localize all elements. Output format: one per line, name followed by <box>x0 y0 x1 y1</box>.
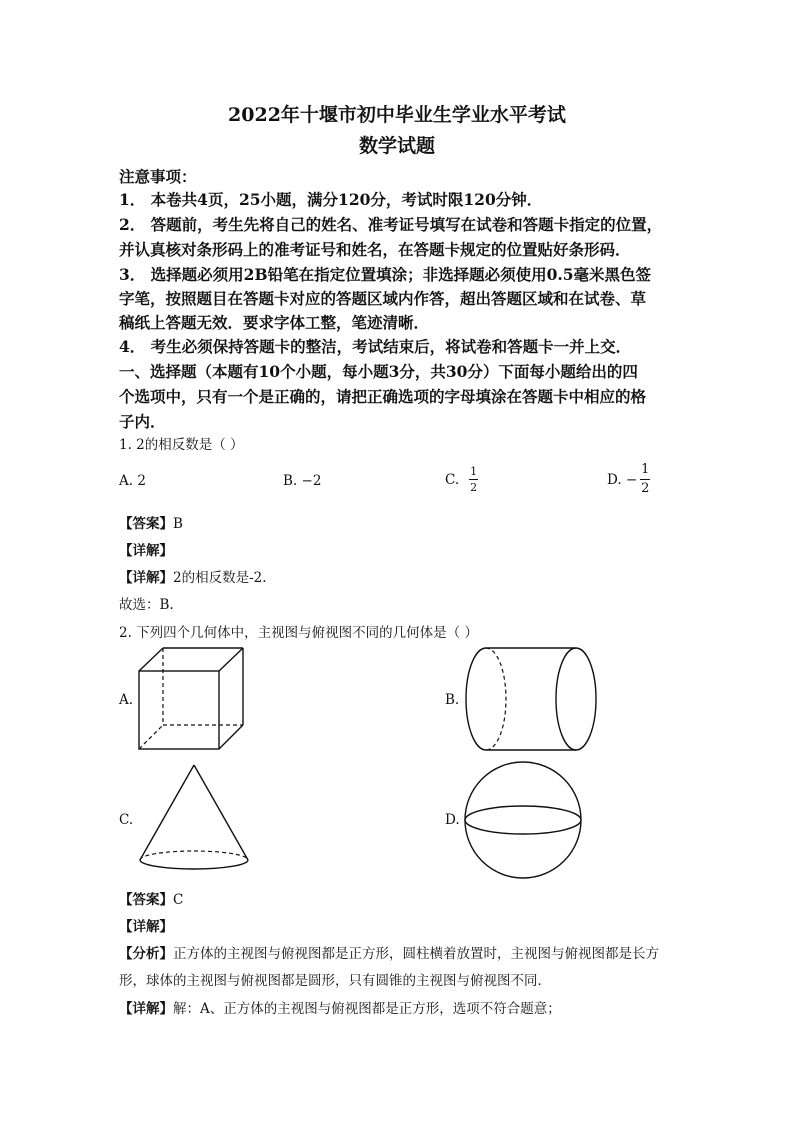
q1-option-c <box>445 465 478 494</box>
notice-item-1: 1． 本卷共4页，25小题，满分120分，考试时限120分钟． <box>119 190 543 209</box>
q2-option-a-label: A. <box>119 692 134 708</box>
q2-detail <box>119 997 561 1017</box>
notice-item-3-cont: 字笔，按照题目在答题卡对应的答题区域内作答，超出答题区域和在试卷、草 <box>119 289 647 308</box>
notice-item-2: 2． 答题前，考生先将自己的姓名、准考证号填写在试卷和答题卡指定的位置， <box>119 215 663 234</box>
sphere-figure <box>460 760 586 880</box>
q2-stem: 2. 下列四个几何体中，主视图与俯视图不同的几何体是（ ） <box>119 625 478 641</box>
cylinder-figure <box>462 645 600 753</box>
q1-option-d-denominator: 2 <box>641 481 650 496</box>
q1-detail-heading: 【详解】 <box>119 543 173 559</box>
q2-answer <box>119 888 183 908</box>
q2-option-c-label: C. <box>119 812 134 828</box>
notice-item-3-cont2: 稿纸上答题无效．要求字体工整，笔迹清晰． <box>119 313 430 332</box>
q1-option-c-numerator: 1 <box>470 465 478 478</box>
q1-stem: 1. 2的相反数是（ ） <box>119 437 244 453</box>
q1-conclusion: 故选：B. <box>119 597 174 613</box>
q1-detail <box>119 566 267 586</box>
q1-detail-text: 2的相反数是-2. <box>173 570 267 586</box>
q2-analysis-line-2: 形，球体的主视图与俯视图都是圆形，只有圆锥的主视图与俯视图不同． <box>119 973 551 989</box>
q1-option-d-fraction <box>640 462 650 497</box>
q1-option-d <box>607 462 650 497</box>
q1-option-a: A. 2 <box>119 473 146 489</box>
q1-option-c-label: C. <box>445 471 460 488</box>
q1-option-d-numerator: 1 <box>641 462 650 477</box>
q1-answer-tag: 【答案】 <box>119 516 173 532</box>
q2-analysis-line-1 <box>119 942 659 962</box>
section-heading-line-3: 子内． <box>119 412 166 431</box>
q1-option-c-fraction <box>469 465 478 494</box>
q1-answer <box>119 512 183 532</box>
q2-answer-tag: 【答案】 <box>119 892 173 908</box>
q1-option-d-label: D. − <box>607 471 638 488</box>
q1-answer-value: B <box>173 516 183 532</box>
notice-item-3: 3． 选择题必须用2B铅笔在指定位置填涂；非选择题必须使用0.5毫米黑色签 <box>119 265 652 284</box>
notice-item-2-cont: 并认真核对条形码上的准考证号和姓名，在答题卡规定的位置贴好条形码． <box>119 240 631 259</box>
q2-answer-value: C <box>173 892 184 908</box>
q2-option-d-label: D. <box>445 812 460 828</box>
cone-figure <box>136 762 252 874</box>
q2-detail-heading: 【详解】 <box>119 919 173 935</box>
q2-detail-text: 解：A、正方体的主视图与俯视图都是正方形，选项不符合题意； <box>173 1001 561 1017</box>
cube-figure <box>135 645 247 753</box>
page-title: 2022年十堰市初中毕业生学业水平考试 <box>228 104 566 126</box>
q2-detail-tag: 【详解】 <box>119 1001 173 1017</box>
notice-item-4: 4． 考生必须保持答题卡的整洁，考试结束后，将试卷和答题卡一并上交． <box>119 337 632 356</box>
notice-heading: 注意事项： <box>119 167 197 186</box>
section-heading-line-2: 个选项中，只有一个是正确的，请把正确选项的字母填涂在答题卡中相应的格 <box>119 387 647 406</box>
q2-option-b-label: B. <box>445 692 460 708</box>
q1-option-b: B. −2 <box>283 473 322 489</box>
q2-analysis-text-1: 正方体的主视图与俯视图都是正方形，圆柱横着放置时，主视图与俯视图都是长方 <box>173 946 659 962</box>
page-subtitle: 数学试题 <box>358 135 435 157</box>
q1-detail-tag: 【详解】 <box>119 570 173 586</box>
section-heading-line-1: 一、选择题（本题有10个小题，每小题3分，共30分）下面每小题给出的四 <box>119 362 638 381</box>
q1-option-c-denominator: 2 <box>470 481 478 494</box>
q2-analysis-tag: 【分析】 <box>119 946 173 962</box>
